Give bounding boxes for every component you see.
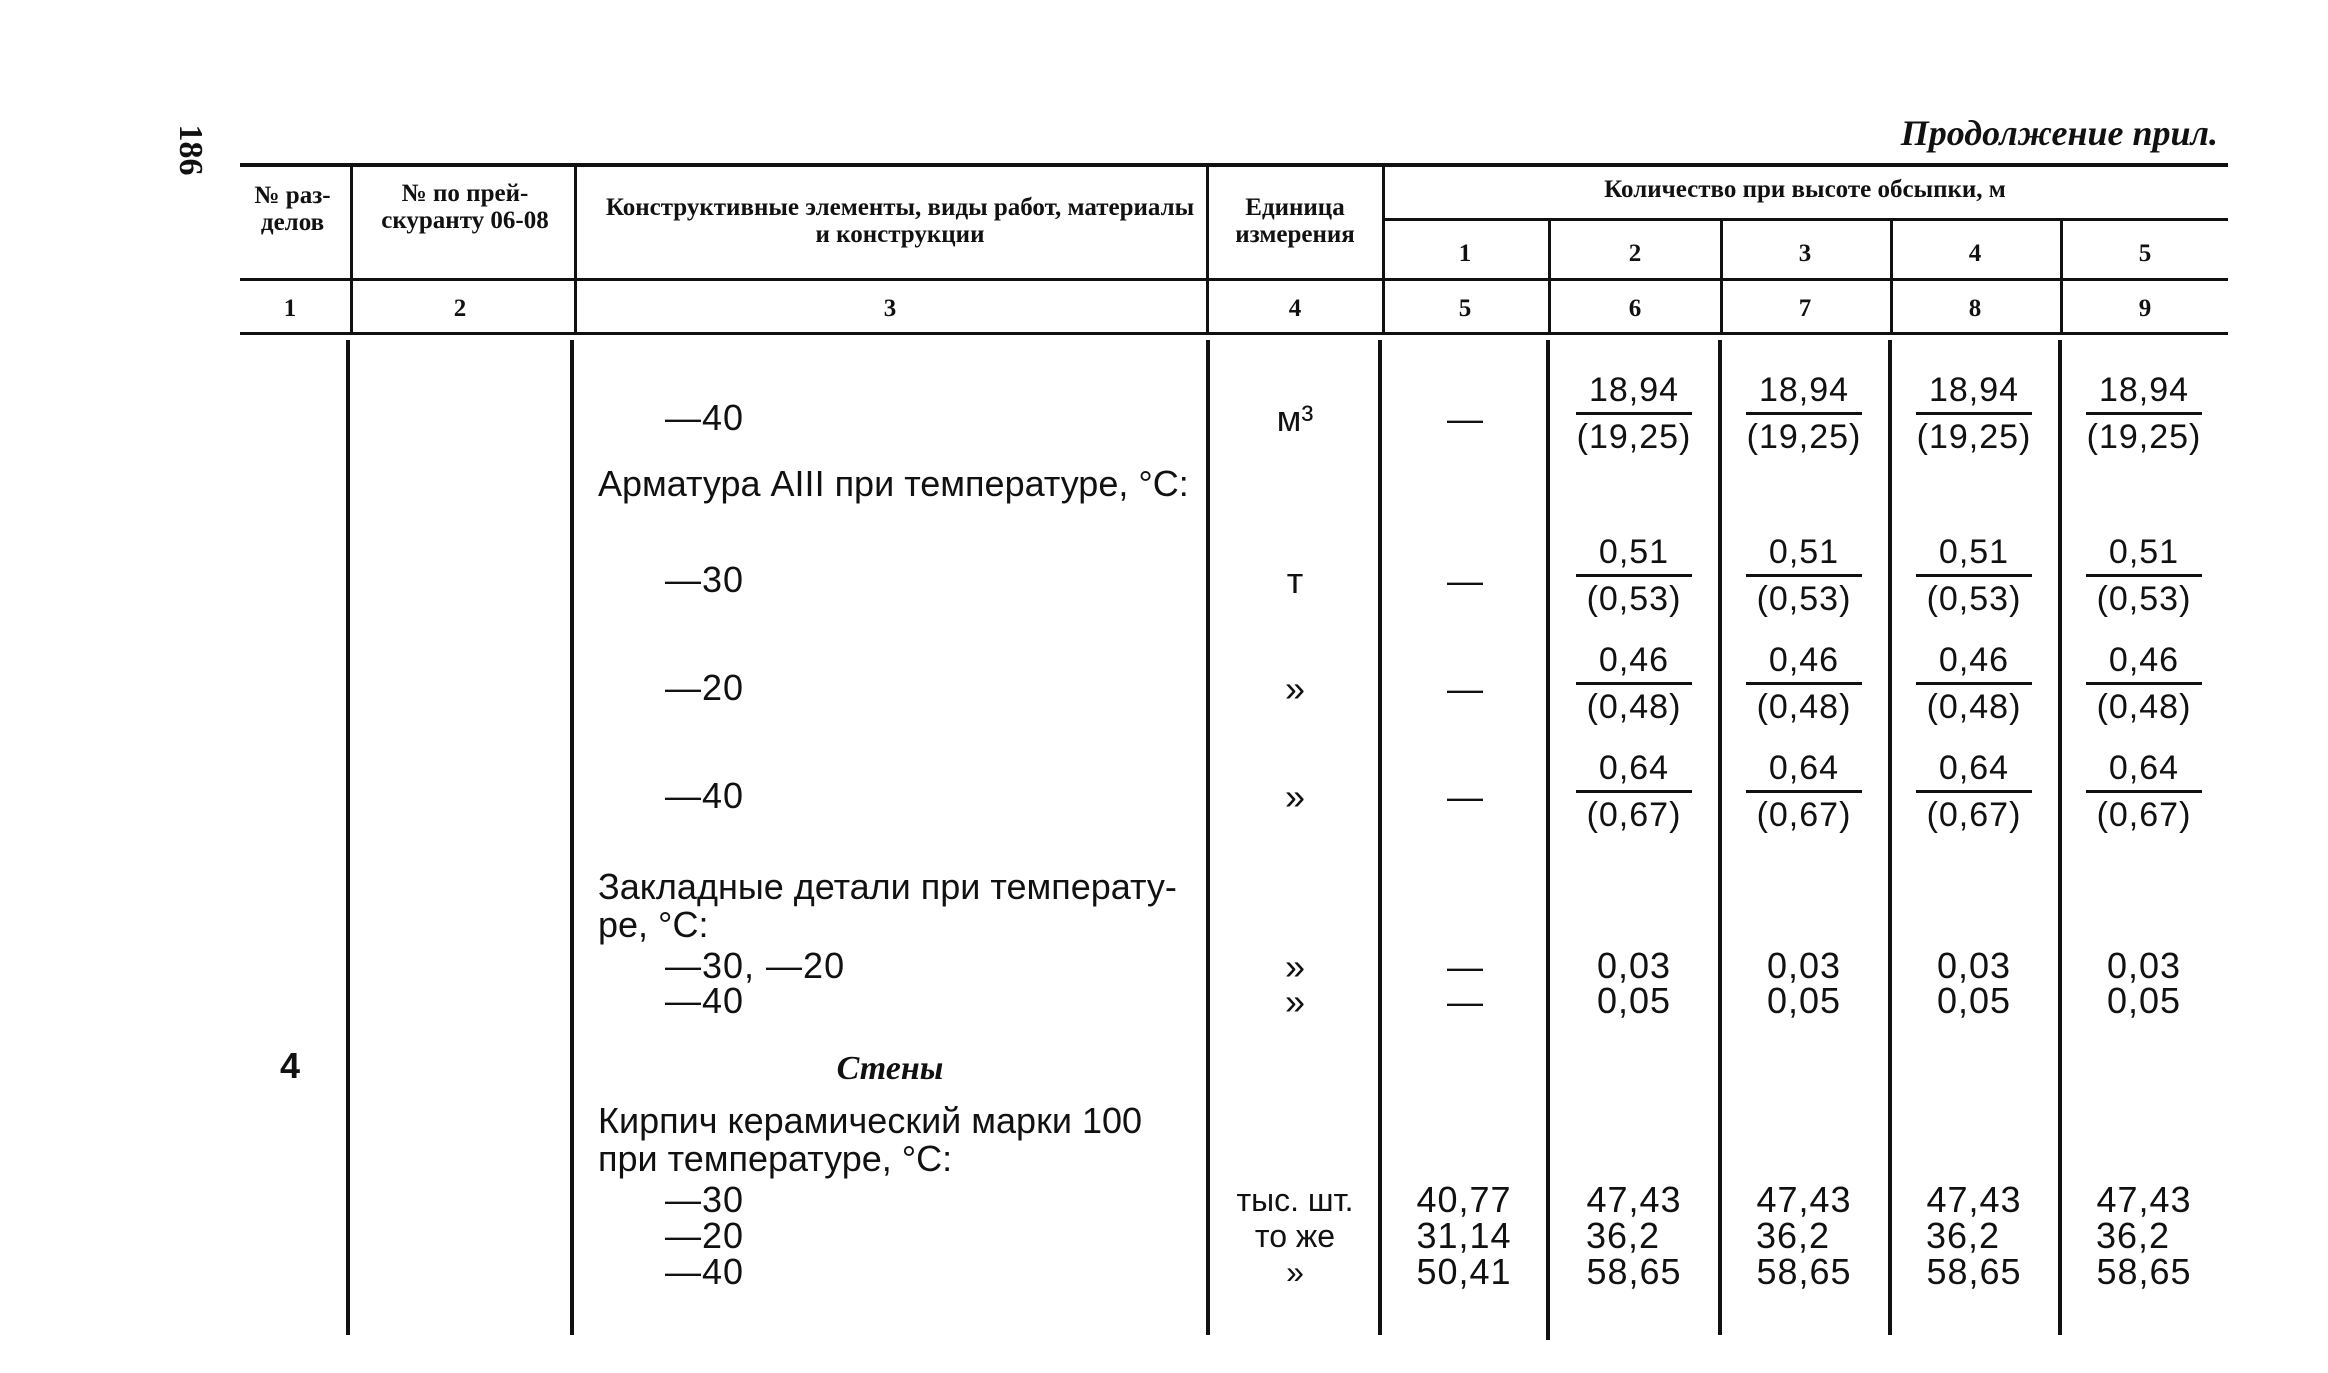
row-h4: 58,65 — [1926, 1251, 2022, 1292]
fraction-h3: 0,46 (0,48) — [1734, 640, 1874, 727]
fraction-h5: 0,51 (0,53) — [2074, 532, 2214, 619]
row-h5: 0,05 — [2106, 980, 2182, 1021]
row-h4: 0,05 — [1936, 980, 2012, 1021]
fraction-h3: 18,94 (19,25) — [1746, 371, 1862, 456]
row-h2: 0,05 — [1596, 980, 1672, 1021]
row-h1: — — [1447, 981, 1483, 1022]
row-h1: 31,14 — [1416, 1215, 1512, 1256]
row-unit: » — [1286, 1254, 1304, 1290]
fraction-h5: 18,94 (19,25) — [2086, 371, 2202, 456]
row-h1: 40,77 — [1416, 1179, 1512, 1220]
fraction-h2: 0,46 (0,48) — [1564, 640, 1704, 727]
col-number-5: 5 — [1458, 295, 1472, 322]
row-h4: 0,03 — [1936, 945, 2012, 986]
row-label: —20 — [665, 1215, 745, 1256]
row-h3: 36,2 — [1756, 1215, 1831, 1256]
row-label: —40 — [665, 397, 745, 438]
header-height-4: 4 — [1968, 240, 1982, 267]
row-label: —20 — [665, 667, 745, 708]
row-unit: » — [1284, 946, 1306, 987]
col-number-9: 9 — [2138, 295, 2152, 322]
col-number-8: 8 — [1968, 295, 1982, 322]
header-height-1: 1 — [1458, 240, 1472, 267]
row-h4: 36,2 — [1926, 1215, 2001, 1256]
header-height-5: 5 — [2138, 240, 2152, 267]
row-h2: 36,2 — [1586, 1215, 1661, 1256]
row-h3: 0,03 — [1766, 945, 1842, 986]
col-number-7: 7 — [1798, 295, 1812, 322]
row-h3: 58,65 — [1756, 1251, 1852, 1292]
row-h1: — — [1447, 398, 1483, 439]
row-h5: 36,2 — [2096, 1215, 2171, 1256]
col-number-6: 6 — [1628, 295, 1642, 322]
fraction-h2: 18,94 (19,25) — [1576, 371, 1692, 456]
fraction-h4: 0,51 (0,53) — [1904, 532, 2044, 619]
row-label: —40 — [665, 775, 745, 816]
fraction-h2: 0,51 (0,53) — [1564, 532, 1704, 619]
page-number: 186 — [172, 124, 209, 176]
row-unit: то же — [1254, 1218, 1336, 1254]
row-h5: 47,43 — [2096, 1179, 2192, 1220]
row-h1: — — [1447, 776, 1483, 817]
row-h1: — — [1447, 668, 1483, 709]
row-label: —30 — [665, 559, 745, 600]
row-unit: » — [1284, 981, 1306, 1022]
section-number: 4 — [279, 1045, 301, 1086]
header-elements: Конструктивные элементы, виды работ, материалы и конструкции — [605, 194, 1195, 248]
row-h4: 47,43 — [1926, 1179, 2022, 1220]
header-price-list-no: № по прей-скуранту 06-08 — [381, 180, 549, 234]
fraction-h5: 0,46 (0,48) — [2074, 640, 2214, 727]
fraction-h2: 0,64 (0,67) — [1564, 748, 1704, 835]
row-unit: » — [1284, 668, 1306, 709]
header-unit: Единица измерения — [1235, 194, 1355, 248]
col-number-2: 2 — [453, 295, 467, 322]
row-h3: 47,43 — [1756, 1179, 1852, 1220]
row-unit: тыс. шт. — [1236, 1182, 1354, 1218]
row-h2: 58,65 — [1586, 1251, 1682, 1292]
armatura-title: Арматура АIII при температуре, °С: — [598, 463, 1189, 504]
fraction-h4: 0,64 (0,67) — [1904, 748, 2044, 835]
row-unit: » — [1284, 776, 1306, 817]
header-height-3: 3 — [1798, 240, 1812, 267]
row-label: —30, —20 — [665, 945, 846, 986]
row-h2: 47,43 — [1586, 1179, 1682, 1220]
row-h5: 58,65 — [2096, 1251, 2192, 1292]
header-quantity: Количество при высоте обсыпки, м — [1604, 176, 2006, 203]
fraction-h3: 0,64 (0,67) — [1734, 748, 1874, 835]
fraction-h4: 18,94 (19,25) — [1916, 371, 2032, 456]
header-section-no: № раз-делов — [254, 182, 331, 236]
row-h1: 50,41 — [1416, 1251, 1512, 1292]
row-h3: 0,05 — [1766, 980, 1842, 1021]
col-number-1: 1 — [283, 295, 297, 322]
col-number-4: 4 — [1288, 295, 1302, 322]
row-unit: т — [1286, 560, 1304, 601]
zakladnye-title: Закладные детали при температу-ре, °С: — [598, 866, 1177, 945]
fraction-h5: 0,64 (0,67) — [2074, 748, 2214, 835]
row-label: —40 — [665, 1251, 745, 1292]
fraction-h4: 0,46 (0,48) — [1904, 640, 2044, 727]
row-h1: — — [1447, 560, 1483, 601]
header-height-2: 2 — [1628, 240, 1642, 267]
row-h5: 0,03 — [2106, 945, 2182, 986]
walls-heading: Стены — [836, 1050, 944, 1087]
brick-title: Кирпич керамический марки 100 при температуре, °С: — [598, 1100, 1143, 1179]
fraction-h3: 0,51 (0,53) — [1734, 532, 1874, 619]
continuation-label: Продолжение прил. — [1900, 113, 2218, 153]
row-h2: 0,03 — [1596, 945, 1672, 986]
row-label: —30 — [665, 1179, 745, 1220]
row-unit: м³ — [1276, 398, 1314, 439]
row-h1: — — [1447, 946, 1483, 987]
row-label: —40 — [665, 980, 745, 1021]
col-number-3: 3 — [883, 295, 897, 322]
